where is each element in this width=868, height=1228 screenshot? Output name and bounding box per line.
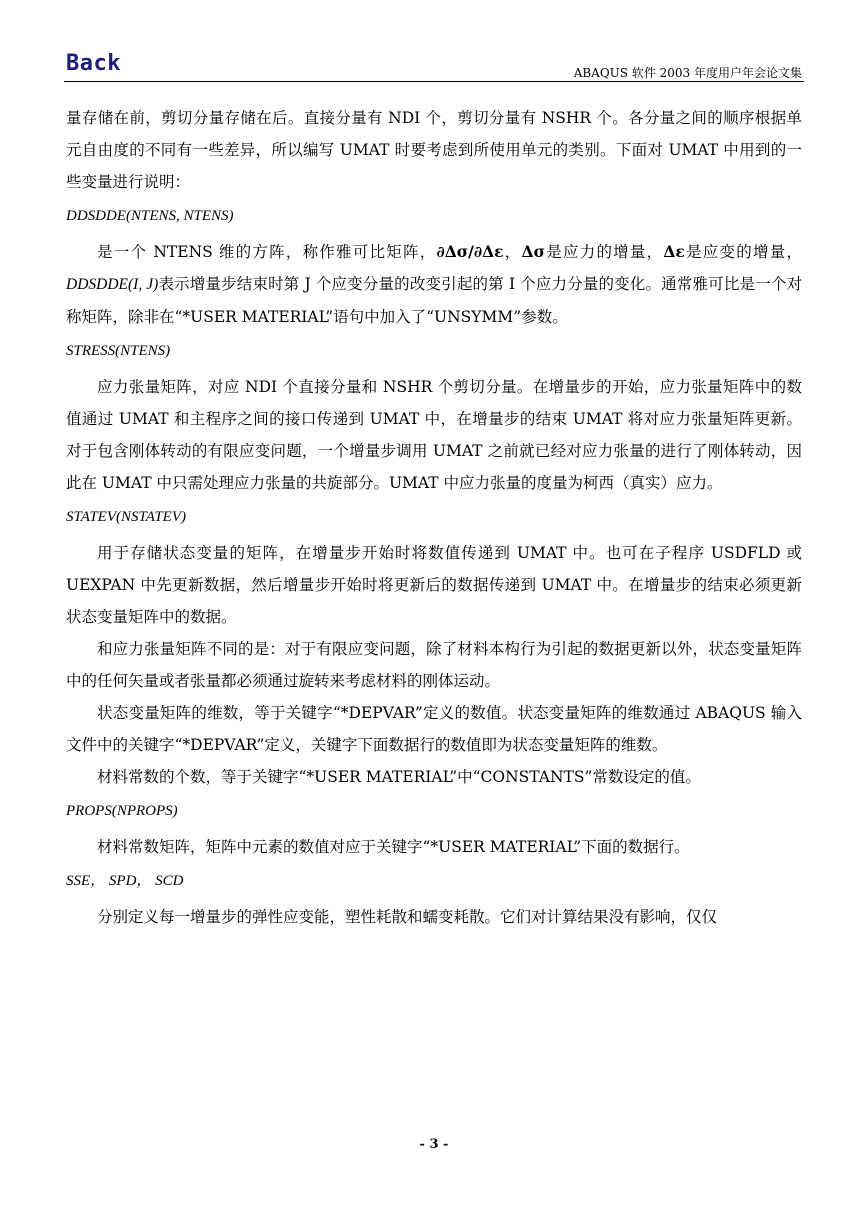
variable-heading: STRESS(NTENS) — [66, 343, 171, 359]
header-divider — [64, 81, 804, 82]
back-link[interactable]: Back — [66, 51, 121, 76]
paragraph: 材料常数矩阵，矩阵中元素的数值对应于关键字“*USER MATERIAL”下面的数据行。 — [97, 838, 690, 856]
paragraph: 和应力张量矩阵不同的是：对于有限应变问题，除了材料本构行为引起的数据更新以外，状态变量矩阵中的任何矢量或者张量都必须通过旋转来考虑材料的刚体运动。 — [66, 640, 802, 690]
header-title: ABAQUS 软件 2003 年度用户年会论文集 — [573, 66, 802, 80]
paragraph: 分别定义每一增量步的弹性应变能，塑性耗散和蠕变耗散。它们对计算结果没有影响，仅仅 — [97, 908, 718, 926]
math-symbol: ∂Δσ/∂Δε — [436, 242, 504, 261]
document-body — [66, 102, 802, 933]
math-term: DDSDDE(I, J) — [66, 276, 159, 293]
variable-heading: SSE， SPD， SCD — [66, 873, 184, 889]
paragraph: 应力张量矩阵，对应 NDI 个直接分量和 NSHR 个剪切分量。在增量步的开始，应力张量矩阵中的数值通过 UMAT 和主程序之间的接口传递到 UMAT 中，在增量步的结束 UMAT 将对应力张量矩阵更新。对于包含刚体转动的有限应变问题，一个增量步调用 UMAT 之前就已经对应力张量的进行了刚体转动，因此在 UMAT 中只需处理应力张量的共旋部分。UMAT 中应力张量的度量为柯西（真实）应力。 — [66, 378, 802, 492]
paragraph: 状态变量矩阵的维数，等于关键字“*DEPVAR”定义的数值。状态变量矩阵的维数通过 ABAQUS 输入文件中的关键字“*DEPVAR”定义，关键字下面数据行的数值即为状态变量矩阵的维数。 — [66, 704, 802, 754]
paragraph: 量存储在前，剪切分量存储在后。直接分量有 NDI 个，剪切分量有 NSHR 个。各分量之间的顺序根据单元自由度的不同有一些差异，所以编写 UMAT 时要考虑到所使用单元的类别。下面对 UMAT 中用到的一些变量进行说明： — [66, 109, 802, 191]
paragraph: 用于存储状态变量的矩阵，在增量步开始时将数值传递到 UMAT 中。也可在子程序 USDFLD 或 UEXPAN 中先更新数据，然后增量步开始时将更新后的数据传递到 UMAT 中。在增量步的结束必须更新状态变量矩阵中的数据。 — [66, 544, 802, 626]
math-symbol: Δε — [663, 242, 685, 261]
variable-heading: DDSDDE(NTENS, NTENS) — [66, 208, 234, 224]
page-number: - 3 - — [419, 1137, 449, 1152]
variable-heading: STATEV(NSTATEV) — [66, 509, 186, 525]
paragraph: 是一个 NTENS 维的方阵，称作雅可比矩阵，∂Δσ/∂Δε，Δσ是应力的增量，Δε是应变的增量，DDSDDE(I, J)表示增量步结束时第 J 个应变分量的改变引起的第 I 个应力分量的变化。通常雅可比是一个对称矩阵，除非在“*USER MATERIAL”语句中加入了“UNSYMM”参数。 — [66, 242, 802, 326]
variable-heading: PROPS(NPROPS) — [66, 803, 178, 819]
paragraph: 材料常数的个数，等于关键字“*USER MATERIAL”中“CONSTANTS”常数设定的值。 — [97, 768, 701, 786]
math-symbol: Δσ — [521, 242, 546, 261]
